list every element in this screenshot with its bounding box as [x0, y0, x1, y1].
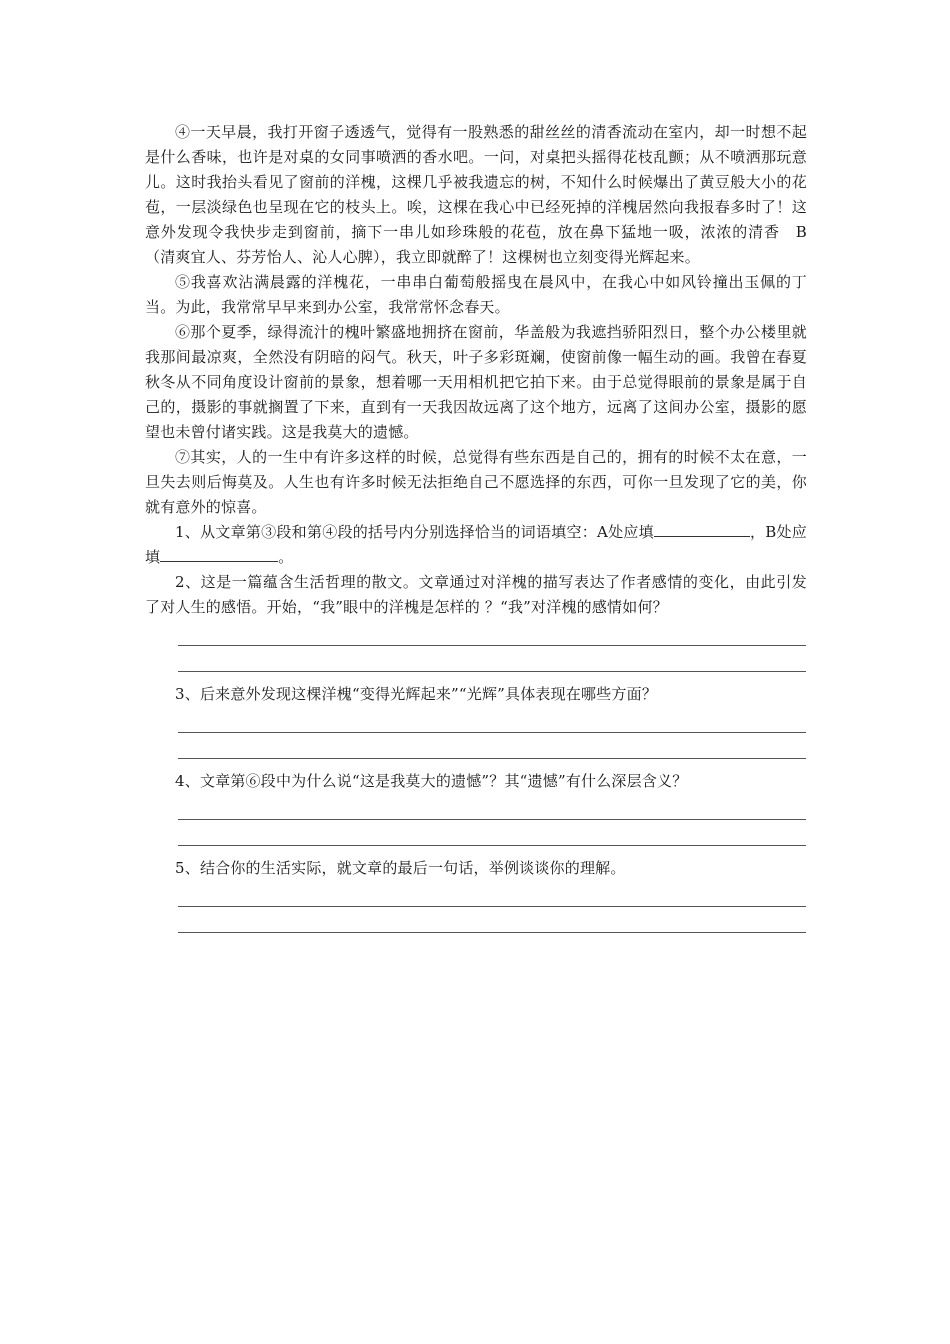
paragraph-7: ⑦其实，人的一生中有许多这样的时候，总觉得有些东西是自己的，拥有的时候不太在意，一旦失去则后悔莫及。人生也有许多时候无法拒绝自己不愿选择的东西，可你一旦发现了它的美，你就有意外的惊喜。 — [145, 448, 807, 516]
question-4-block — [145, 769, 807, 846]
answer-line[interactable] — [178, 794, 806, 820]
question-1 — [145, 520, 807, 570]
answer-line[interactable] — [178, 733, 806, 759]
document-page — [145, 120, 823, 935]
question-4: 4、文章第⑥段中为什么说“这是我莫大的遗憾”？其“遗憾”有什么深层含义？ — [175, 772, 688, 790]
question-1-middle: ，B处应填 — [145, 523, 807, 566]
paragraph-6: ⑥那个夏季，绿得流汁的槐叶繁盛地拥挤在窗前，华盖般为我遮挡骄阳烈日，整个办公楼里就我那间最凉爽，全然没有阴暗的闷气。秋天，叶子多彩斑斓，使窗前像一幅生动的画。我曾在春夏秋冬从不同角度设计窗前的景象，想着哪一天用相机把它拍下来。由于总觉得眼前的景象是属于自己的，摄影的事就搁置了下来，直到有一天我因故远离了这个地方，远离了这间办公室，摄影的愿望也未曾付诸实践。这是我莫大的遗憾。 — [145, 323, 807, 441]
answer-line[interactable] — [178, 646, 806, 672]
answer-line[interactable] — [178, 620, 806, 646]
question-1-suffix: 。 — [278, 548, 294, 566]
question-5: 5、结合你的生活实际，就文章的最后一句话，举例谈谈你的理解。 — [175, 859, 626, 877]
question-2-block — [145, 570, 807, 672]
question-2: 2、这是一篇蕴含生活哲理的散文。文章通过对洋槐的描写表达了作者感情的变化，由此引发了对人生的感悟。开始，“我”眼中的洋槐是怎样的 ？“我”对洋槐的感情如何？ — [145, 573, 807, 616]
question-3-block — [145, 682, 807, 759]
answer-line[interactable] — [178, 707, 806, 733]
question-5-block — [145, 856, 807, 933]
answer-blank-b[interactable] — [160, 545, 278, 562]
question-1-prefix: 1、从文章第③段和第④段的括号内分别选择恰当的词语填空：A处应填 — [175, 523, 654, 541]
answer-line[interactable] — [178, 907, 806, 933]
paragraph-5: ⑤我喜欢沾满晨露的洋槐花，一串串白葡萄般摇曳在晨风中，在我心中如风铃撞出玉佩的丁当。为此，我常常早早来到办公室，我常常怀念春天。 — [145, 273, 807, 316]
answer-line[interactable] — [178, 881, 806, 907]
question-3: 3、后来意外发现这棵洋槐“变得光辉起来”“光辉”具体表现在哪些方面？ — [175, 685, 658, 703]
answer-blank-a[interactable] — [654, 520, 750, 537]
paragraph-4: ④一天早晨，我打开窗子透透气，觉得有一股熟悉的甜丝丝的清香流动在室内，却一时想不起是什么香味，也许是对桌的女同事喷洒的香水吧。一问，对桌把头摇得花枝乱颤；从不喷洒那玩意儿。这时我抬头看见了窗前的洋槐，这棵几乎被我遗忘的树，不知什么时候爆出了黄豆般大小的花苞，一层淡绿色也呈现在它的枝头上。唉，这棵在我心中已经死掉的洋槐居然向我报春多时了！这意外发现令我快步走到窗前，摘下一串儿如珍珠般的花苞，放在鼻下猛地一吸，浓浓的清香 B （清爽宜人、芬芳怡人、沁人心脾），我立即就醉了！这棵树也立刻变得光辉起来。 — [145, 123, 823, 266]
answer-line[interactable] — [178, 820, 806, 846]
